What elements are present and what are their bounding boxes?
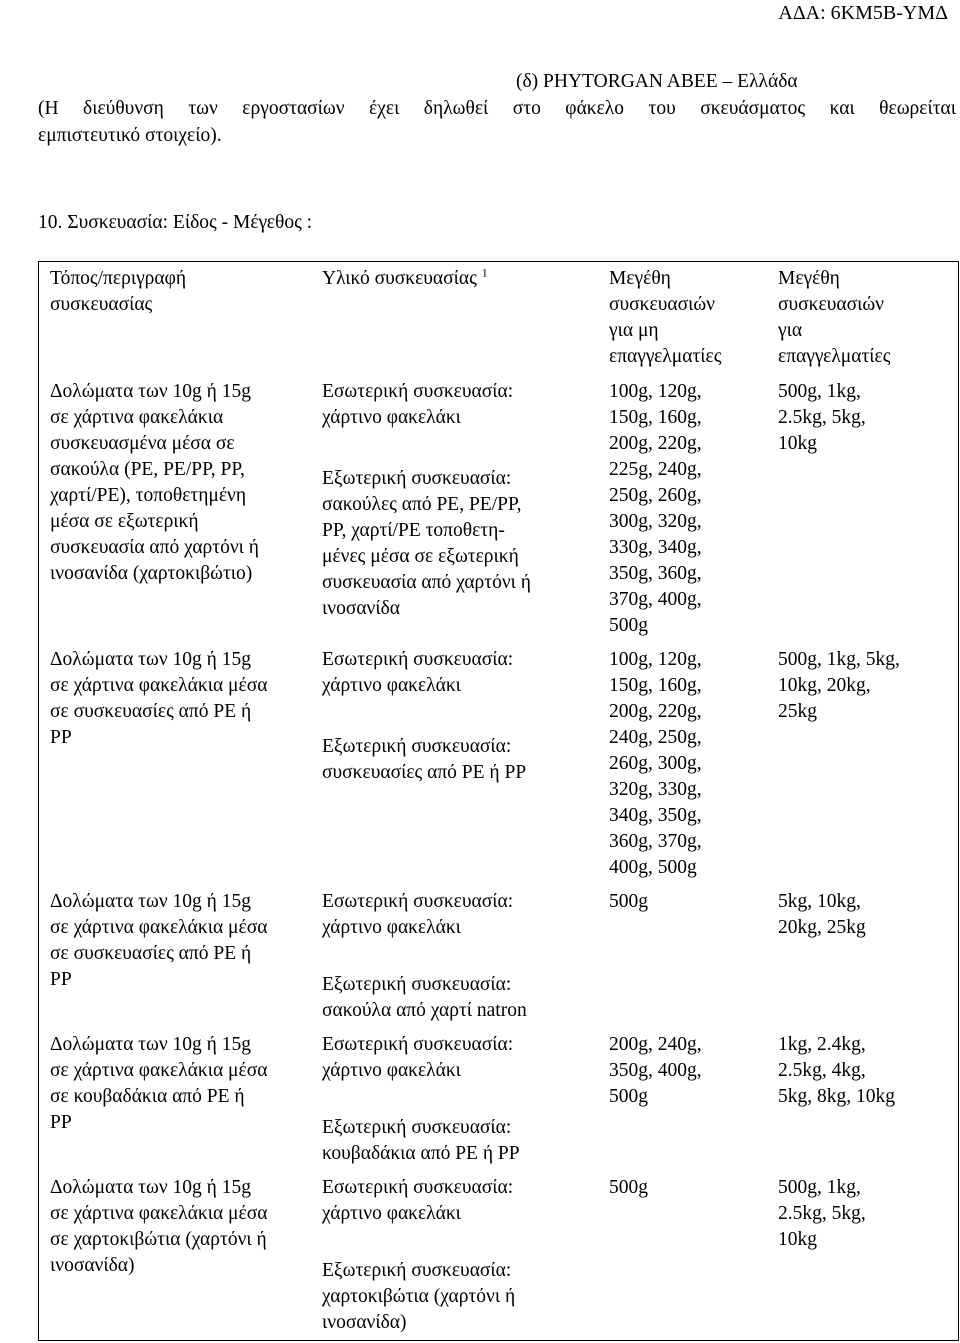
row2-nonpro: 100g, 120g, 150g, 160g, 200g, 220g, 240g, 250g, 260g, 300g, 320g, 330g, 340g, 350g, 360g, 370g, 400g, 500g [609,649,702,878]
row3-place: Δολώματα των 10g ή 15g σε χάρτινα φακελάκια μέσα σε συσκευασίες από PE ή PP [50,891,268,990]
row4-pro: 1kg, 2.4kg, 2.5kg, 4kg, 5kg, 8kg, 10kg [778,1034,895,1107]
row4-place: Δολώματα των 10g ή 15g σε χάρτινα φακελάκια μέσα σε κουβαδάκια από PE ή PP [50,1034,268,1133]
row2-pro: 500g, 1kg, 5kg, 10kg, 20kg, 25kg [778,649,900,722]
header-material: Υλικό συσκευασίας $^1$ [322,265,488,289]
row4-inner: Εσωτερική συσκευασία: χάρτινο φακελάκι [322,1034,514,1081]
packaging-table [38,261,959,1341]
row3-nonpro: 500g [609,891,648,912]
row5-nonpro: 500g [609,1177,648,1198]
header-pro-sizes: Μεγέθη συσκευασιών για επαγγελματίες [778,268,891,367]
row3-outer: Εξωτερική συσκευασία: σακούλα από χαρτί natron [322,974,527,1021]
manufacturer-line: (δ) PHYTORGAN ABEE – Ελλάδα [516,71,798,92]
row2-inner: Εσωτερική συσκευασία: χάρτινο φακελάκι [322,649,514,696]
footnote-marker: 1 [481,265,488,280]
section-title: 10. Συσκευασία: Είδος - Μέγεθος : [38,212,313,233]
header-place: Τόπος/περιγραφή συσκευασίας [50,268,187,315]
intro-paragraph [38,68,956,149]
address-note-line-end: εμπιστευτικό στοιχείο). [38,125,222,146]
row1-outer: Εξωτερική συσκευασία: σακούλες από PE, PE/PP, PP, χαρτί/PE τοποθετη- μένες μέσα σε εξωτερική συσκευασία από χαρτόνι ή ινοσανίδα [322,468,531,619]
address-note-line: (Η διεύθυνση των εργοστασίων έχει δηλωθεί στο φάκελο του σκευάσματος και θεωρείται [38,98,956,119]
row5-pro: 500g, 1kg, 2.5kg, 5kg, 10kg [778,1177,866,1250]
row1-place: Δολώματα των 10g ή 15g σε χάρτινα φακελάκια συσκευασμένα μέσα σε σακούλα (PE, PE/PP, PP, χαρτί/PE), τοποθετημένη μέσα σε εξωτερική συσκευασία από χαρτόνι ή ινοσανίδα (χαρτοκιβώτιο) [50,381,259,584]
row4-nonpro: 200g, 240g, 350g, 400g, 500g [609,1034,702,1107]
header-nonpro-sizes: Μεγέθη συσκευασιών για μη επαγγελματίες [609,268,722,367]
row3-pro: 5kg, 10kg, 20kg, 25kg [778,891,866,938]
row5-place: Δολώματα των 10g ή 15g σε χάρτινα φακελάκια μέσα σε χαρτοκιβώτια (χαρτόνι ή ινοσανίδα) [50,1177,268,1276]
row3-inner: Εσωτερική συσκευασία: χάρτινο φακελάκι [322,891,514,938]
document-code: ΑΔΑ: 6ΚΜ5Β-ΥΜΔ [778,2,948,24]
row1-pro: 500g, 1kg, 2.5kg, 5kg, 10kg [778,381,866,454]
row4-outer: Εξωτερική συσκευασία: κουβαδάκια από PE ή PP [322,1117,520,1164]
row2-place: Δολώματα των 10g ή 15g σε χάρτινα φακελάκια μέσα σε συσκευασίες από PE ή PP [50,649,268,748]
row5-outer: Εξωτερική συσκευασία: χαρτοκιβώτια (χαρτόνι ή ινοσανίδα) [322,1260,516,1333]
row5-inner: Εσωτερική συσκευασία: χάρτινο φακελάκι [322,1177,514,1224]
row2-outer: Εξωτερική συσκευασία: συσκευασίες από PE ή PP [322,736,527,783]
row1-inner: Εσωτερική συσκευασία: χάρτινο φακελάκι [322,381,514,428]
row1-nonpro: 100g, 120g, 150g, 160g, 200g, 220g, 225g, 240g, 250g, 260g, 300g, 320g, 330g, 340g, 350g, 360g, 370g, 400g, 500g [609,381,702,636]
